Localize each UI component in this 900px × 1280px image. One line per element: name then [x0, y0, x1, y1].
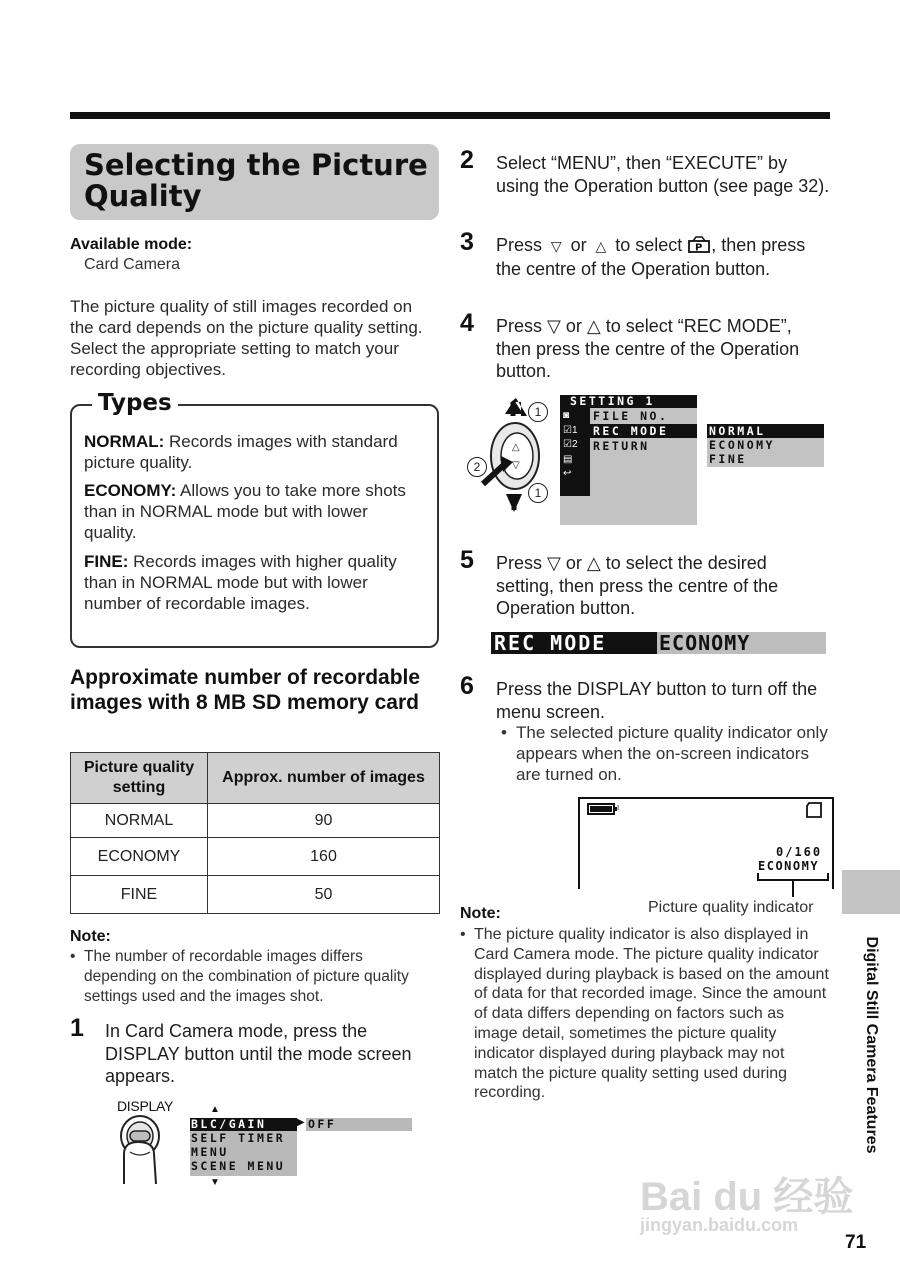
option-item: NORMAL [709, 424, 766, 438]
note-heading: Note: [70, 928, 111, 945]
settings-icons: ◙ ☑1 ☑2 ▤ ↩ [563, 410, 578, 479]
types-heading: Types [92, 389, 178, 417]
menu-item: SELF TIMER [191, 1131, 286, 1145]
note-text: The number of recordable images differs depending on the combination of picture quality settings used and the images shot. [84, 948, 409, 1005]
table-cell: ECONOMY [71, 838, 208, 876]
table-cell: FINE [71, 876, 208, 914]
scroll-down-icon: ▼ [210, 1177, 220, 1188]
step-text-part: or [570, 235, 587, 255]
settings-item: RETURN [593, 439, 650, 453]
settings-header: SETTING 1 [570, 394, 655, 408]
intro-paragraph: The picture quality of still images recorded on the card depends on the picture quality setting. Select the appropriate setting to match your recording objectives. [70, 297, 423, 379]
step-text: Press the DISPLAY button to turn off the menu screen. [496, 679, 818, 722]
settings-item: FILE NO. [593, 409, 669, 423]
bullet-dot: • [70, 948, 76, 965]
step-text-part: to select [615, 235, 683, 255]
menu-value: OFF [308, 1117, 337, 1131]
quality-indicator: ECONOMY [758, 859, 820, 873]
page-title: Selecting the Picture Quality [84, 148, 428, 213]
table-cell: 160 [208, 838, 440, 876]
card-icon [805, 802, 823, 818]
indicator-caption: Picture quality indicator [648, 899, 814, 916]
step-number: 1 [70, 1014, 84, 1042]
table-header: Picture quality setting [71, 753, 208, 804]
display-button-label: DISPLAY [117, 1098, 173, 1114]
rec-mode-value: ECONOMY [659, 631, 751, 655]
type-text: Records images with standard picture quality. [84, 432, 398, 472]
step-number: 6 [460, 672, 474, 700]
svg-text:△: △ [512, 442, 520, 453]
type-normal [84, 431, 424, 473]
step-text: Select “MENU”, then “EXECUTE” by using the Operation button (see page 32). [496, 153, 830, 196]
step-number: 3 [460, 228, 474, 256]
available-mode-label: Available mode: [70, 236, 193, 253]
settings-item: REC MODE [593, 424, 669, 438]
type-key: NORMAL: [84, 432, 165, 451]
callout-marker: 1 [528, 483, 548, 503]
type-fine [84, 551, 414, 614]
menu-item: BLC/GAIN [191, 1117, 267, 1131]
approx-heading: Approximate number of recordable images with 8 MB SD memory card [70, 666, 421, 714]
indicator-leader-line [792, 880, 794, 897]
option-item: FINE [709, 452, 747, 466]
step-number: 2 [460, 146, 474, 174]
watermark-brand: Bai du 经验 [640, 1175, 854, 1219]
quality-table [70, 752, 440, 914]
note-text: The picture quality indicator is also displayed in Card Camera mode. The picture quality indicator displayed during playback is based on the amount of data for that recorded image. Since the amount of data differs depending on factors such as image detail, sometimes the picture quality indicator displayed during playback may not match the picture quality setting used during recording. [474, 926, 829, 1102]
table-row [71, 876, 440, 914]
step-text-part: Press [496, 235, 543, 255]
option-item: ECONOMY [709, 438, 775, 452]
step-number: 5 [460, 546, 474, 574]
table-row [71, 804, 440, 838]
finger-press-icon [110, 1114, 176, 1188]
up-triangle-icon: △ [591, 238, 611, 254]
operation-button-icon [463, 398, 563, 514]
bullet-dot: • [501, 723, 507, 742]
down-triangle-icon: ▽ [547, 238, 566, 254]
section-label: Digital Still Camera Features [863, 936, 880, 1154]
step-text [496, 234, 826, 280]
table-cell: 50 [208, 876, 440, 914]
type-text: Allows you to take more shots than in NORMAL mode but with lower quality. [84, 481, 406, 542]
scroll-up-icon: ▲ [210, 1104, 220, 1115]
step-text: In Card Camera mode, press the DISPLAY button until the mode screen appears. [105, 1021, 412, 1086]
step-text: Press ▽ or △ to select the desired setting, then press the centre of the Operation button. [496, 553, 779, 618]
step-text-part: , then press the centre of the Operation button. [496, 235, 806, 279]
type-key: FINE: [84, 552, 129, 571]
recordable-count: 0/160 [776, 845, 823, 859]
type-economy [84, 480, 424, 543]
table-row [71, 838, 440, 876]
card-setting-icon [687, 236, 711, 254]
top-rule [70, 112, 830, 119]
type-text: Records images with higher quality than in NORMAL mode but with lower number of recordable images. [84, 552, 397, 613]
type-key: ECONOMY: [84, 481, 177, 500]
step-bullet: The selected picture quality indicator only appears when the on-screen indicators are turned on. [516, 723, 828, 784]
pointer-arrow-icon: ▶ [297, 1117, 305, 1128]
battery-icon [587, 802, 623, 816]
title-box [70, 144, 439, 220]
available-mode-value: Card Camera [84, 256, 181, 273]
table-cell: NORMAL [71, 804, 208, 838]
bullet-dot: • [460, 926, 466, 943]
section-tab [842, 870, 900, 914]
watermark-url: jingyan.baidu.com [640, 1215, 799, 1235]
page-number: 71 [845, 1232, 867, 1253]
step-text: Press ▽ or △ to select “REC MODE”, then press the centre of the Operation button. [496, 316, 800, 381]
table-cell: 90 [208, 804, 440, 838]
table-header-row [71, 753, 440, 804]
menu-item: SCENE MENU [191, 1159, 286, 1173]
table-header: Approx. number of images [208, 753, 440, 804]
rec-mode-label: REC MODE [494, 631, 607, 655]
menu-item: MENU [191, 1145, 229, 1159]
svg-text:I: I [617, 804, 620, 812]
svg-text:▽: ▽ [512, 460, 520, 471]
step-number: 4 [460, 309, 474, 337]
callout-marker: 2 [467, 457, 487, 477]
callout-marker: 1 [528, 402, 548, 422]
svg-text:P: P [695, 242, 703, 254]
note-heading: Note: [460, 905, 501, 922]
